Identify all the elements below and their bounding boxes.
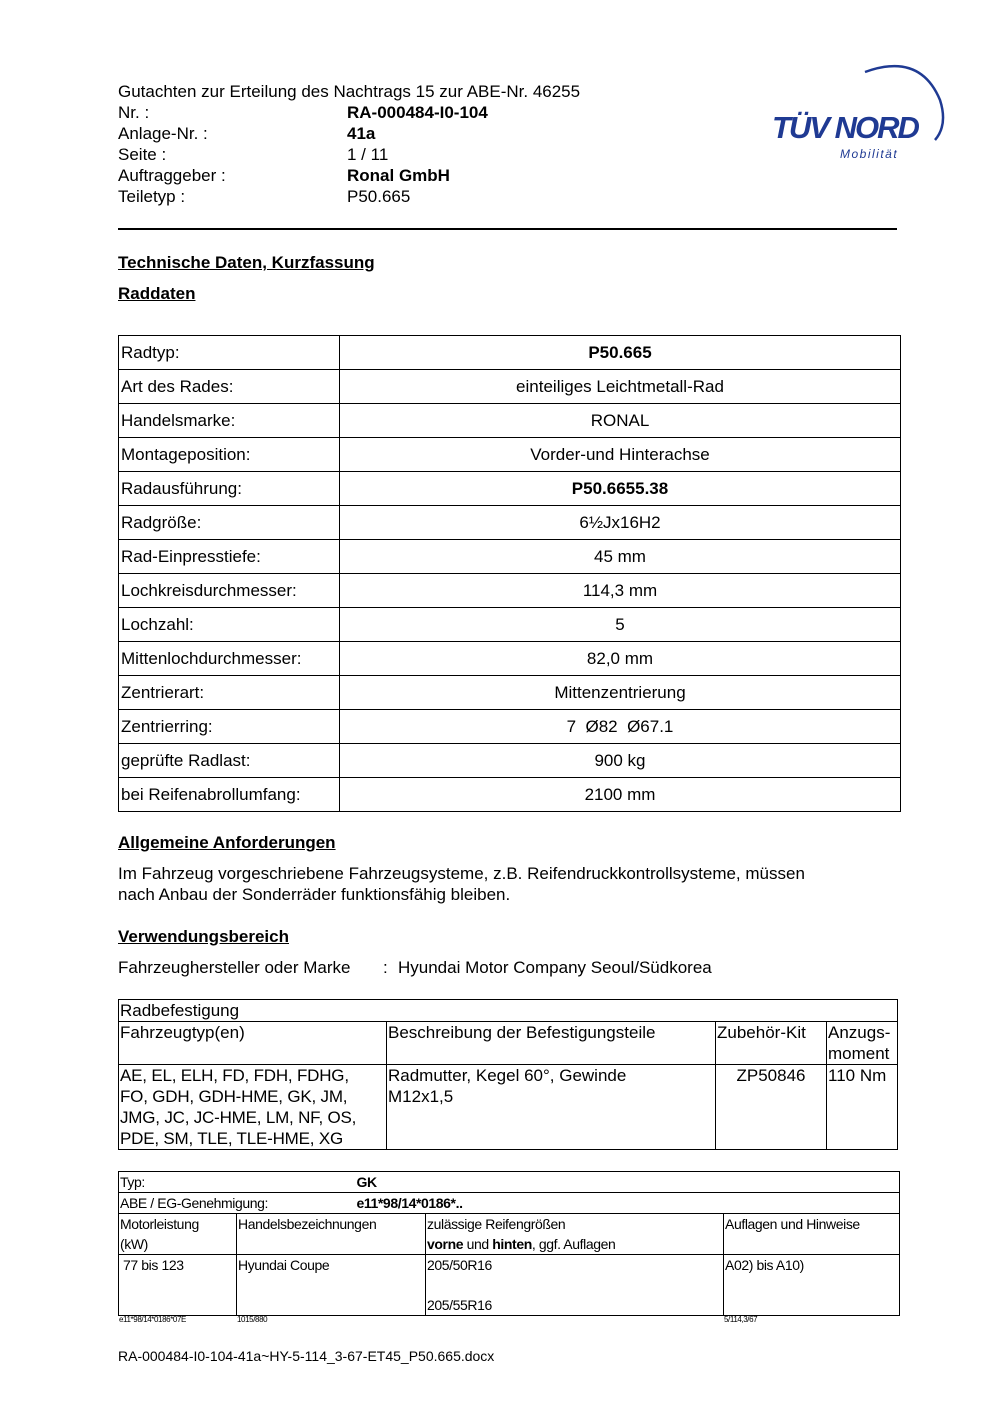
footer-filename: RA-000484-I0-104-41a~HY-5-114_3-67-ET45_P50.665.docx <box>118 1348 495 1364</box>
tuv-nord-logo <box>770 60 945 170</box>
header-value: P50.665 <box>347 187 411 206</box>
befestigung-title: Radbefestigung <box>119 1000 898 1022</box>
befestigung-table <box>118 999 898 1150</box>
hersteller-value: Hyundai Motor Company Seoul/Südkorea <box>398 958 712 977</box>
heading-verwendung: Verwendungsbereich <box>118 927 289 946</box>
header-label: Seite : <box>118 145 167 164</box>
header-label: Anlage-Nr. : <box>118 124 208 143</box>
logo-sub: Mobilität <box>840 147 899 161</box>
table-row: Radgröße: 6½Jx16H2 <box>119 506 901 540</box>
table-row: 77 bis 123 Hyundai Coupe 205/50R16 205/55R16 A02) bis A10) <box>119 1255 900 1316</box>
header-value: 1 / 11 <box>347 145 389 164</box>
header-value: 41a <box>347 124 376 143</box>
table-row: Zentrierart: Mittenzentrierung <box>119 676 901 710</box>
hersteller-colon: : <box>383 958 388 977</box>
table-header-row: Motorleistung (kW) Handelsbezeichnungen zulässige Reifengrößen vorne und hinten, ggf. Auflagen Auflagen und Hinweise <box>119 1214 900 1255</box>
table-row: Handelsmarke: RONAL <box>119 404 901 438</box>
hersteller-line <box>118 957 712 978</box>
table-row: Mittenlochdurchmesser: 82,0 mm <box>119 642 901 676</box>
table-row: Rad-Einpresstiefe: 45 mm <box>119 540 901 574</box>
tiny-note-3: 5/114,3/67 <box>724 1315 758 1324</box>
table-row: Radtyp: P50.665 <box>119 336 901 370</box>
table-header-row: Fahrzeugtyp(en) Beschreibung der Befestigungsteile Zubehör-Kit Anzugs- moment <box>119 1022 898 1065</box>
table-row: Radausführung: P50.6655.38 <box>119 472 901 506</box>
heading-raddaten: Raddaten <box>118 284 196 303</box>
table-row: bei Reifenabrollumfang: 2100 mm <box>119 778 901 812</box>
table-row: Lochzahl: 5 <box>119 608 901 642</box>
heading-allgemeine: Allgemeine Anforderungen <box>118 833 336 852</box>
table-row <box>119 1000 898 1022</box>
header-value: Ronal GmbH <box>347 166 450 185</box>
hersteller-label: Fahrzeughersteller oder Marke <box>118 958 351 977</box>
raddaten-table <box>118 335 901 812</box>
table-row: Art des Rades: einteiliges Leichtmetall-Rad <box>119 370 901 404</box>
table-row: Montageposition: Vorder-und Hinterachse <box>119 438 901 472</box>
header-label: Teiletyp : <box>118 187 186 206</box>
table-row: Lochkreisdurchmesser: 114,3 mm <box>119 574 901 608</box>
header-label: Auftraggeber : <box>118 166 226 185</box>
table-row: Zentrierring: 7 Ø82 Ø67.1 <box>119 710 901 744</box>
table-row: AE, EL, ELH, FD, FDH, FDHG, FO, GDH, GDH-HME, GK, JM, JMG, JC, JC-HME, LM, NF, OS, PDE, SM, TLE, TLE-HME, XG Radmutter, Kegel 60°, Gewinde M12x1,5 ZP50846 110 Nm <box>119 1065 898 1150</box>
logo-brand: TÜV NORD <box>772 110 918 145</box>
table-row: geprüfte Radlast: 900 kg <box>119 744 901 778</box>
typ-table <box>118 1171 900 1316</box>
header-value: RA-000484-I0-104 <box>347 103 488 122</box>
header-divider <box>118 228 897 230</box>
allgemeine-text: Im Fahrzeug vorgeschriebene Fahrzeugsysteme, z.B. Reifendruckkontrollsysteme, müssen nach Anbau der Sonderräder funktionsfähig bleiben. <box>118 864 805 904</box>
header-label: Nr. : <box>118 103 150 122</box>
table-row: ABE / EG-Genehmigung: e11*98/14*0186*.. <box>119 1193 900 1214</box>
tiny-note-1: e11*98/14*0186*07E <box>119 1315 186 1324</box>
heading-technische: Technische Daten, Kurzfassung <box>118 253 375 272</box>
tiny-note-2: 1015/880 <box>237 1315 268 1324</box>
table-row: Typ: GK <box>119 1172 900 1193</box>
